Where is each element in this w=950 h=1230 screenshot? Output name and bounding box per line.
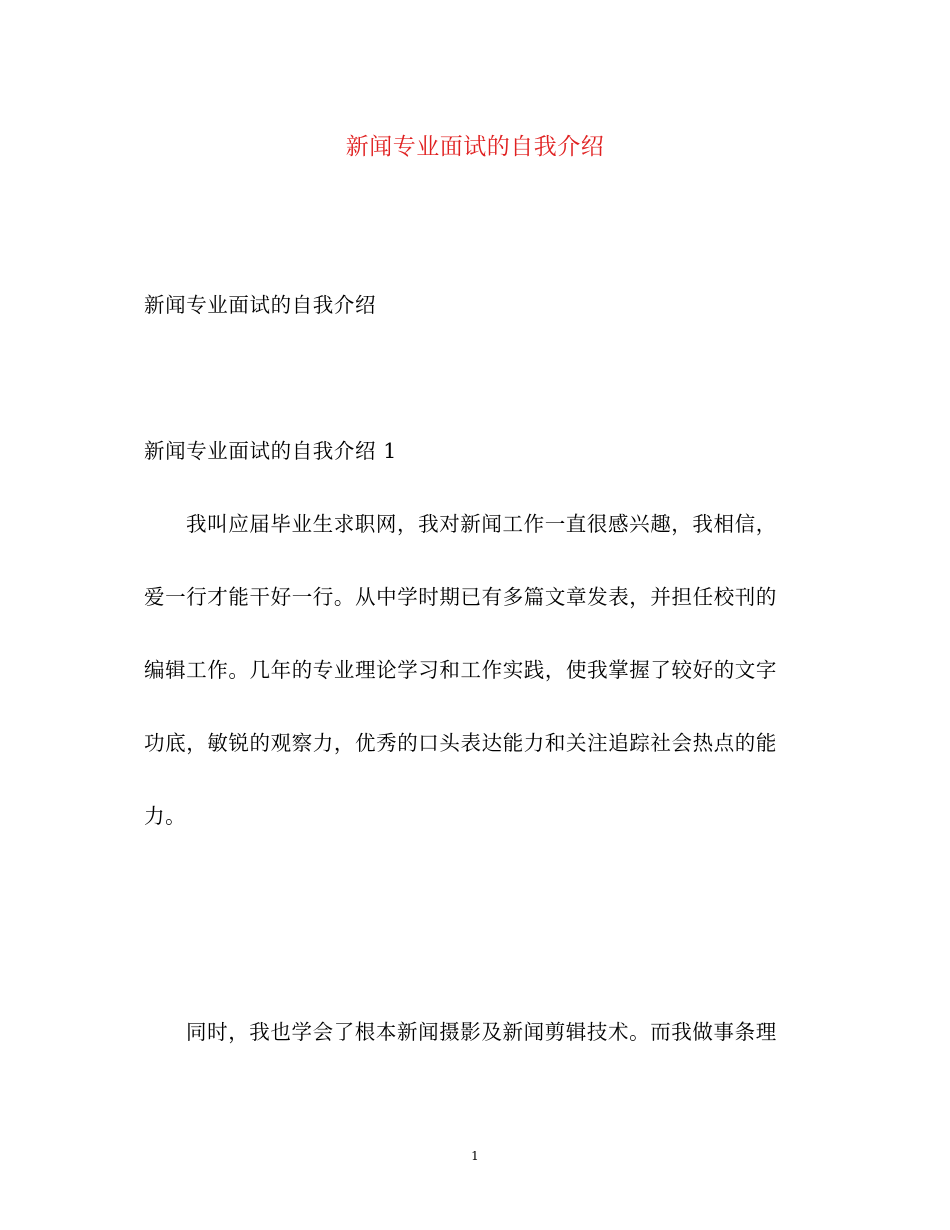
paragraph-line: 同时，我也学会了根本新闻摄影及新闻剪辑技术。而我做事条理 xyxy=(186,1020,777,1044)
paragraph-line: 力。 xyxy=(144,804,187,828)
subtitle: 新闻专业面试的自我介绍 xyxy=(144,293,377,317)
paragraph-line: 编辑工作。几年的专业理论学习和工作实践，使我掌握了较好的文字 xyxy=(144,658,777,682)
section-heading: 新闻专业面试的自我介绍 1 xyxy=(144,439,397,463)
paragraph-line: 我叫应届毕业生求职网，我对新闻工作一直很感兴趣，我相信， xyxy=(186,512,777,536)
page-number: 1 xyxy=(471,1149,479,1163)
paragraph-line: 爱一行才能干好一行。从中学时期已有多篇文章发表，并担任校刊的 xyxy=(144,585,777,609)
document-title: 新闻专业面试的自我介绍 xyxy=(345,134,605,160)
paragraph-line: 功底，敏锐的观察力，优秀的口头表达能力和关注追踪社会热点的能 xyxy=(144,731,777,755)
